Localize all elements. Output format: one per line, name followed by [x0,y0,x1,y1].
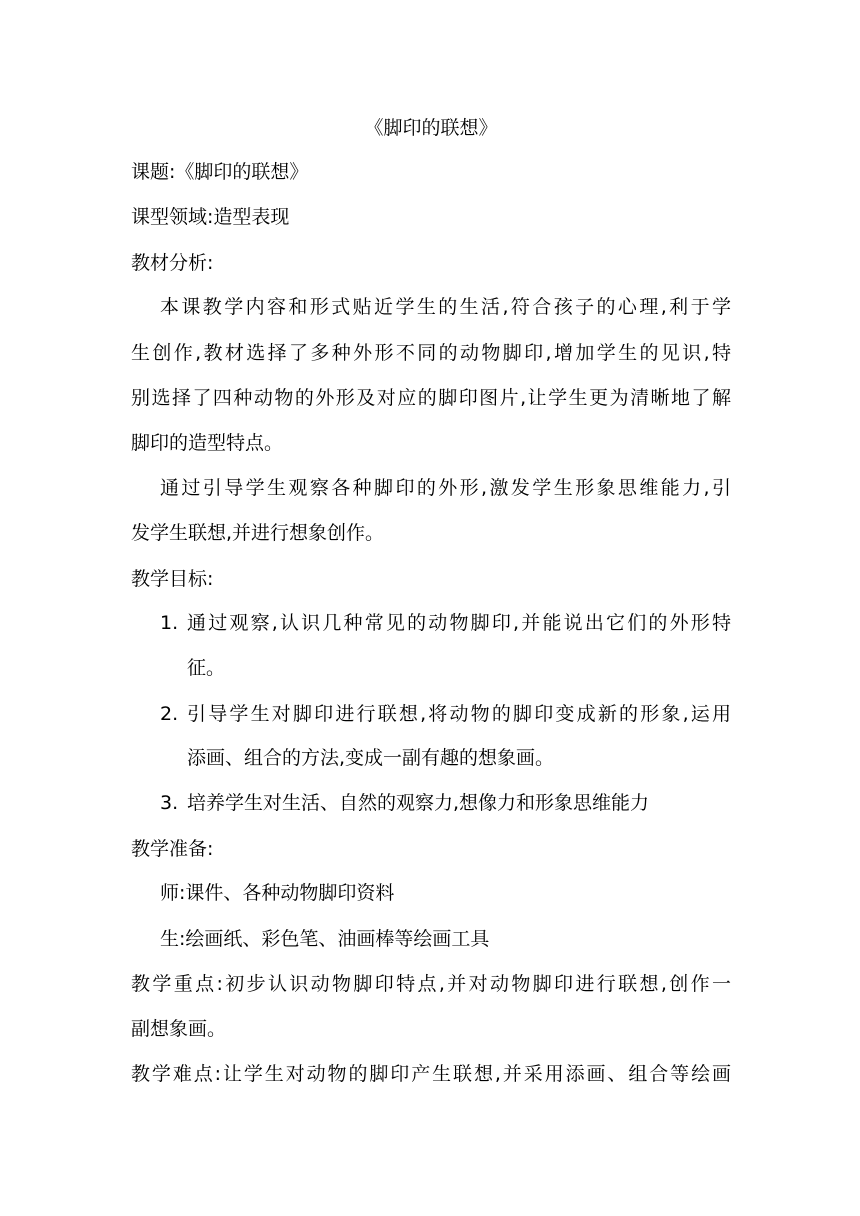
objective-number: 3. [160,792,179,814]
material-analysis-heading: 教材分析: [131,252,214,274]
objectives-heading: 教学目标: [131,568,214,590]
paragraph-line: 本课教学内容和形式贴近学生的生活,符合孩子的心理,利于学 [160,296,731,318]
topic-line: 课题:《脚印的联想》 [131,161,309,183]
paragraph-line: 通过引导学生观察各种脚印的外形,激发学生形象思维能力,引 [160,477,731,499]
preparation-heading: 教学准备: [131,838,214,860]
objective-line: 通过观察,认识几种常见的动物脚印,并能说出它们的外形特 [187,612,731,634]
key-points-line: 教学重点:初步认识动物脚印特点,并对动物脚印进行联想,创作一 [131,973,731,995]
paragraph-line: 别选择了四种动物的外形及对应的脚印图片,让学生更为清晰地了解 [131,387,731,409]
paragraph-line: 脚印的造型特点。 [131,432,284,454]
objective-line: 征。 [187,657,226,679]
key-points-line: 副想象画。 [131,1018,227,1040]
paragraph-line: 生创作,教材选择了多种外形不同的动物脚印,增加学生的见识,特 [131,342,731,364]
objective-line: 添画、组合的方法,变成一副有趣的想象画。 [187,747,555,769]
objective-number: 2. [160,703,179,725]
paragraph-line: 发学生联想,并进行想象创作。 [131,522,385,544]
course-type-line: 课型领域:造型表现 [131,206,290,228]
objective-line: 培养学生对生活、自然的观察力,想像力和形象思维能力 [187,792,650,814]
objective-line: 引导学生对脚印进行联想,将动物的脚印变成新的形象,运用 [187,703,731,725]
document-title: 《脚印的联想》 [364,117,498,139]
objective-number: 1. [160,612,179,634]
difficulties-line: 教学难点:让学生对动物的脚印产生联想,并采用添画、组合等绘画 [131,1063,731,1085]
student-prep-line: 生:绘画纸、彩色笔、油画棒等绘画工具 [160,928,490,950]
teacher-prep-line: 师:课件、各种动物脚印资料 [160,882,395,904]
